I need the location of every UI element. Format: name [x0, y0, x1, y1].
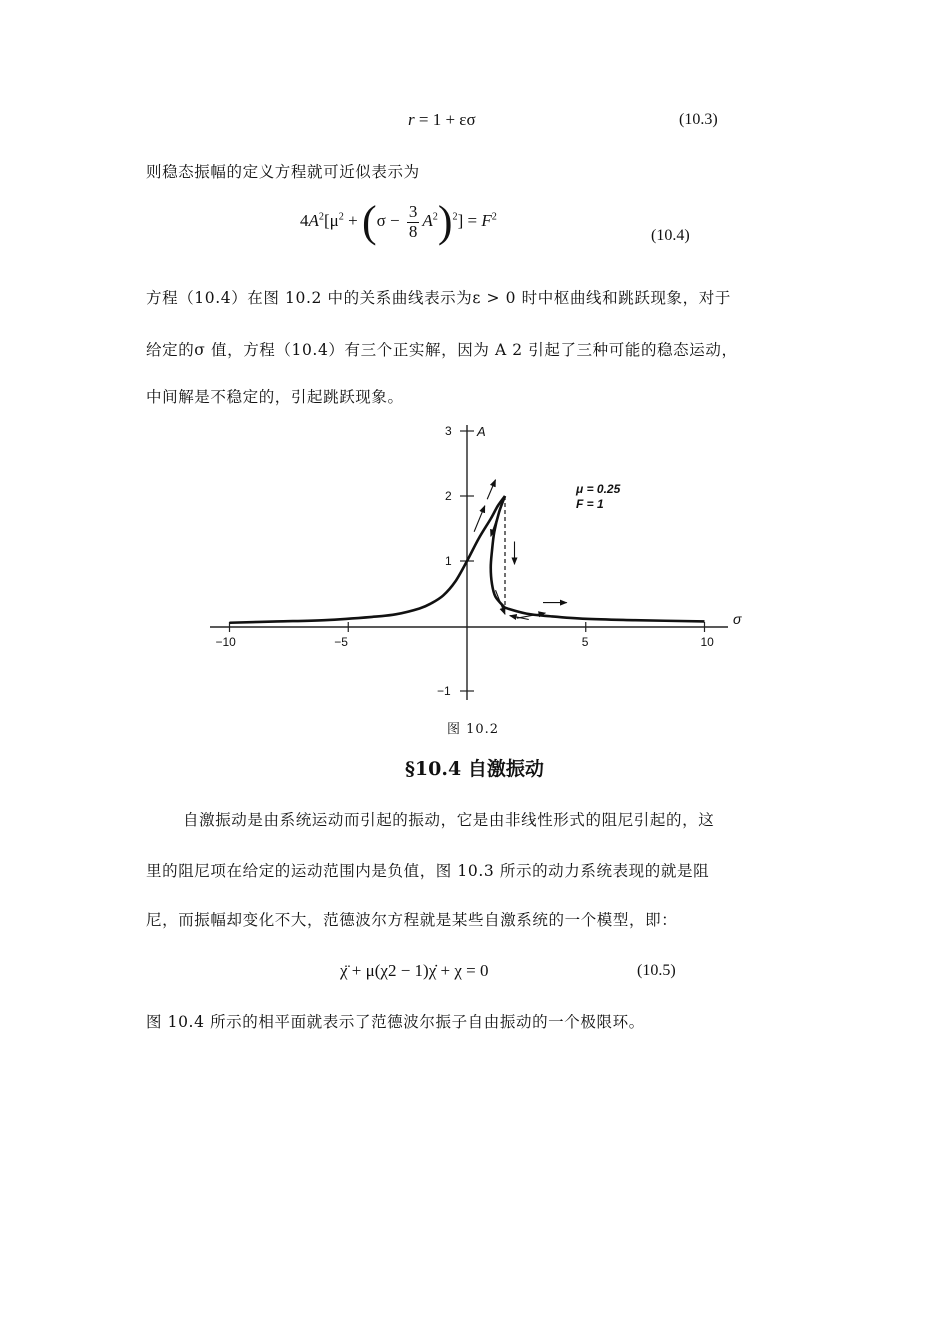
eq-10-3-rhs: = 1 + εσ [414, 110, 476, 129]
x-tick-label: −5 [334, 635, 348, 649]
paragraph-4: 图 10.4 所示的相平面就表示了范德波尔振子自由振动的一个极限环。 [146, 1013, 645, 1031]
eq-10-4-rhs: F [481, 210, 492, 230]
paragraph-3-line-1: 自激振动是由系统运动而引起的振动，它是由非线性形式的阻尼引起的，这 [183, 811, 715, 829]
eq-10-4-frac-den: 8 [408, 221, 418, 241]
x-tick-label: 5 [581, 635, 589, 649]
paragraph-2-line-3: 中间解是不稳定的，引起跳跃现象。 [146, 388, 404, 406]
equation-10-5: χ̈ + μ(χ2 − 1)χ̇ + χ = 0 [340, 961, 489, 980]
y-tick-label: 1 [445, 554, 452, 568]
eq-10-4-A: A [308, 210, 319, 230]
paragraph-3-line-3: 尼，而振幅却变化不大，范德波尔方程就是某些自激系统的一个模型，即： [146, 911, 678, 929]
y-tick-label: 2 [445, 489, 452, 503]
eq-10-3-lhs: r [408, 110, 415, 129]
paragraph-2-line-2: 给定的σ 值，方程（10.4）有三个正实解，因为 A 2 引起了三种可能的稳态运动， [146, 341, 738, 359]
x-tick-label: 10 [700, 635, 714, 649]
equation-10-4: $4A^2[\mu^2 + (\sigma$ − $\frac{3}{8}$ $A^2)^2] = F^2$ [300, 197, 497, 246]
y-tick-label: −1 [437, 684, 451, 698]
direction-arrow [474, 506, 485, 532]
direction-arrow [487, 480, 495, 500]
paragraph-intro: 则稳态振幅的定义方程就可近似表示为 [146, 163, 420, 181]
annotation-mu: μ = 0.25 [576, 482, 621, 496]
section-heading: §10.4 自激振动 [405, 758, 544, 780]
equation-10-4-number: (10.4) [651, 227, 690, 244]
paragraph-2-line-1: 方程（10.4）在图 10.2 中的关系曲线表示为ε > 0 时中枢曲线和跳跃现象，对于 [146, 289, 731, 307]
x-axis-label: σ [733, 611, 742, 627]
eq-10-4-coef: 4 [300, 210, 309, 230]
equation-10-5-number: (10.5) [637, 962, 676, 979]
y-tick-label: 3 [445, 424, 452, 438]
eq-10-4-mu: μ [329, 210, 339, 230]
eq-10-4-sigma: σ − [376, 210, 404, 230]
annotation-F: F = 1 [576, 497, 604, 511]
figure-caption: 图 10.2 [447, 722, 500, 737]
equation-10-3-number: (10.3) [679, 111, 718, 128]
curve-series-1 [230, 496, 506, 623]
eq-10-4-frac-num: 3 [408, 201, 418, 221]
x-tick-label: −10 [215, 635, 236, 649]
direction-arrow [496, 590, 506, 614]
y-axis-label: A [477, 424, 486, 439]
paragraph-3-line-2: 里的阻尼项在给定的运动范围内是负值，图 10.3 所示的动力系统表现的就是阻 [146, 862, 710, 880]
